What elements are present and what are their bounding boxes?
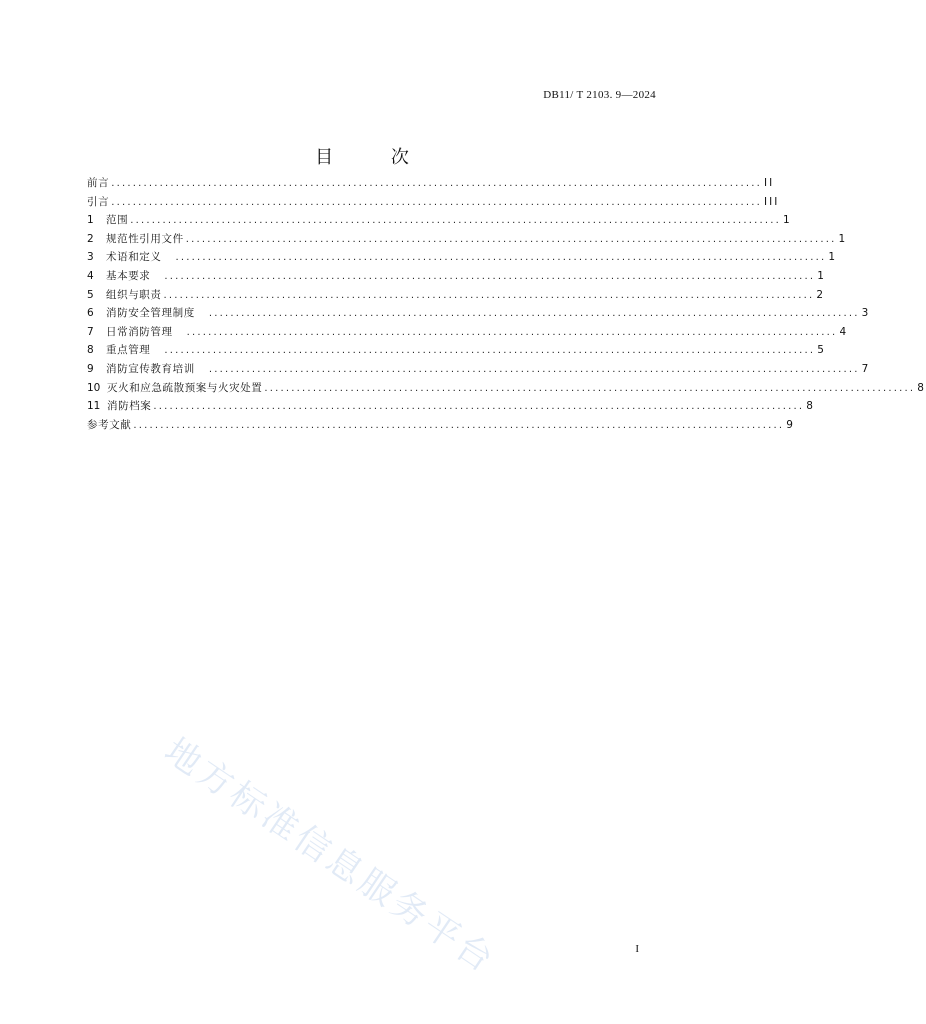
toc-entry-3[interactable] bbox=[87, 248, 838, 267]
toc-entry-number: 11 bbox=[87, 400, 101, 413]
toc-entry-label: 消防宣传教育培训 bbox=[106, 362, 195, 375]
toc-entry-number: 10 bbox=[87, 381, 101, 394]
toc-entry-page: 1 bbox=[828, 251, 838, 264]
toc-leader-dots: ......................................................................................................................... bbox=[164, 345, 816, 357]
toc-entry-number: 5 bbox=[87, 288, 94, 301]
toc-entry-label: 规范性引用文件 bbox=[106, 232, 184, 245]
toc-leader-dots: ......................................................................................................................... bbox=[164, 270, 816, 282]
toc-leader-dots: ......................................................................................................................... bbox=[208, 363, 860, 375]
toc-entry-number: 1 bbox=[87, 214, 94, 227]
toc-entry-page: 8 bbox=[806, 400, 815, 413]
toc-entry-page: 8 bbox=[917, 381, 926, 394]
toc-entry-label: 基本要求 bbox=[106, 269, 151, 282]
toc-entry-label: 参考文献 bbox=[87, 418, 132, 431]
toc-entry-number: 2 bbox=[87, 232, 94, 245]
toc-entry-label: 范围 bbox=[106, 214, 129, 227]
toc-entry-page: 4 bbox=[839, 325, 849, 338]
toc-entry-number: 3 bbox=[87, 251, 94, 264]
toc-entry-foreword[interactable] bbox=[87, 174, 775, 193]
toc-title: 目 次 bbox=[315, 147, 435, 168]
toc-entry-label: 灭火和应急疏散预案与火灾处置 bbox=[107, 381, 263, 394]
toc-entry-page: III bbox=[764, 195, 780, 208]
toc-entry-10[interactable] bbox=[87, 379, 926, 398]
toc-entry-page: 9 bbox=[786, 418, 795, 431]
toc-entry-label: 消防安全管理制度 bbox=[106, 307, 195, 320]
toc-leader-dots: ......................................................................................................................... bbox=[111, 196, 763, 208]
toc-entry-label: 日常消防管理 bbox=[106, 325, 173, 338]
table-of-contents bbox=[87, 174, 926, 434]
toc-entry-page: 1 bbox=[783, 214, 792, 227]
toc-entry-5[interactable] bbox=[87, 286, 826, 305]
toc-entry-4[interactable] bbox=[87, 267, 826, 286]
toc-entry-introduction[interactable] bbox=[87, 193, 780, 212]
toc-entry-11[interactable] bbox=[87, 397, 815, 416]
toc-entry-2[interactable] bbox=[87, 230, 848, 249]
toc-entry-6[interactable] bbox=[87, 304, 871, 323]
toc-entry-number: 7 bbox=[87, 325, 94, 338]
toc-entry-number: 8 bbox=[87, 344, 94, 357]
toc-leader-dots: ......................................................................................................................... bbox=[208, 308, 860, 320]
toc-leader-dots: ......................................................................................................................... bbox=[264, 382, 916, 394]
toc-entry-label: 消防档案 bbox=[107, 400, 152, 413]
toc-entry-page: 1 bbox=[838, 232, 848, 245]
toc-leader-dots: ......................................................................................................................... bbox=[185, 233, 837, 245]
toc-leader-dots: ......................................................................................................................... bbox=[111, 178, 763, 189]
toc-entry-bibliography[interactable] bbox=[87, 416, 795, 435]
toc-leader-dots: ......................................................................................................................... bbox=[163, 289, 815, 301]
toc-entry-7[interactable] bbox=[87, 323, 849, 342]
toc-entry-8[interactable] bbox=[87, 341, 826, 360]
toc-entry-label: 术语和定义 bbox=[106, 251, 162, 264]
toc-entry-page: 1 bbox=[817, 269, 826, 282]
toc-entry-1[interactable] bbox=[87, 211, 792, 230]
toc-entry-page: 2 bbox=[816, 288, 826, 301]
document-code: DB11/ T 2103. 9—2024 bbox=[543, 89, 656, 101]
toc-leader-dots: ......................................................................................................................... bbox=[186, 326, 838, 338]
toc-leader-dots: ......................................................................................................................... bbox=[130, 215, 782, 227]
toc-entry-number: 9 bbox=[87, 362, 94, 375]
toc-leader-dots: ......................................................................................................................... bbox=[175, 252, 827, 264]
watermark-text: 地方标准信息服务平台 bbox=[157, 730, 503, 983]
toc-entry-number: 6 bbox=[87, 307, 94, 320]
toc-entry-number: 4 bbox=[87, 269, 94, 282]
toc-entry-page: 3 bbox=[861, 307, 871, 320]
toc-entry-label: 引言 bbox=[87, 195, 110, 208]
toc-entry-label: 前言 bbox=[87, 177, 110, 189]
toc-leader-dots: ......................................................................................................................... bbox=[153, 401, 805, 413]
toc-leader-dots: ......................................................................................................................... bbox=[133, 419, 785, 431]
toc-entry-label: 组织与职责 bbox=[106, 288, 162, 301]
toc-entry-page: 7 bbox=[861, 362, 871, 375]
toc-entry-page: II bbox=[764, 177, 775, 189]
toc-entry-label: 重点管理 bbox=[106, 344, 151, 357]
toc-entry-9[interactable] bbox=[87, 360, 871, 379]
page-number: I bbox=[635, 943, 639, 955]
toc-entry-page: 5 bbox=[817, 344, 826, 357]
